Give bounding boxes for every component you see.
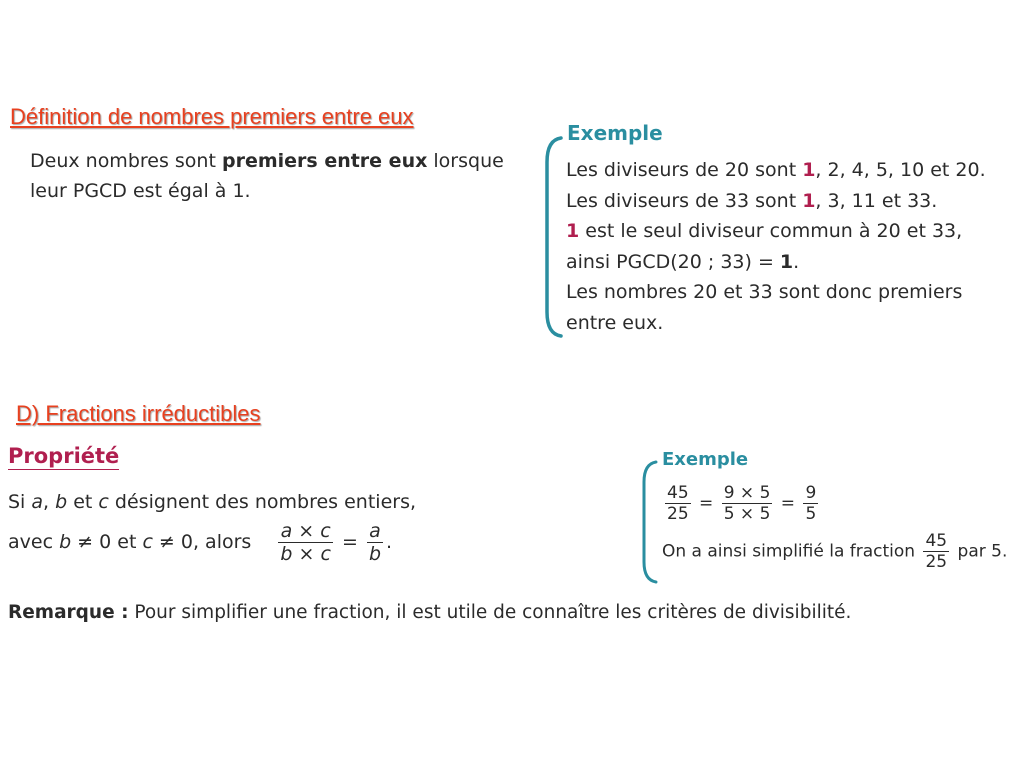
remark (8, 598, 851, 628)
definition-text (30, 146, 530, 206)
fraction-axc-bxc: $\frac{a \times c}{b \times c}$ (280, 520, 331, 565)
property-line1: Si a, b et c désignent des nombres entiers, (8, 491, 417, 513)
example1-title: Exemple (567, 121, 663, 145)
fraction-a-b: $\frac{a}{b}$ (368, 520, 382, 565)
fraction-9-5: $\frac{9}{5}$ (805, 483, 817, 524)
fraction-9x5-5x5: $\frac{9 \times 5}{5 \times 5}$ (723, 483, 771, 524)
definition-bold: premiers entre eux (221, 150, 428, 172)
fractions-heading: D) Fractions irréductibles (16, 401, 261, 426)
definition-heading: Définition de nombres premiers entre eux (10, 104, 414, 129)
property-line2: avec b ≠ 0 et c ≠ 0, alors $\frac{a \times c}{b \times c}$ = $\frac{a}{b}$ . (8, 520, 393, 565)
property-title: Propriété (8, 444, 120, 468)
example1-line3: 1 est le seul diviseur commun à 20 et 33, (566, 220, 963, 242)
remark-label: Remarque : (8, 602, 129, 623)
example1-line4: ainsi PGCD(20 ; 33) = 1. (566, 250, 800, 273)
definition-part1: Deux nombres sont (30, 150, 222, 172)
example2-equation: $\frac{45}{25}$ = $\frac{9 \times 5}{5 \times 5}$ = $\frac{9}{5}$ (667, 483, 817, 524)
example2-title: Exemple (662, 449, 749, 470)
example2-bracket (638, 458, 658, 586)
example1-body (566, 155, 986, 338)
fraction-45-25-inline: $\frac{45}{25}$ (925, 531, 948, 572)
example1-line6: entre eux. (566, 311, 664, 334)
fraction-45-25: $\frac{45}{25}$ (667, 483, 689, 524)
example1-line1: Les diviseurs de 20 sont 1, 2, 4, 5, 10 et 20. (566, 159, 986, 181)
example1-line5: Les nombres 20 et 33 sont donc premiers (566, 281, 963, 303)
example1-bracket (541, 134, 563, 340)
example1-line2: Les diviseurs de 33 sont 1, 3, 11 et 33. (566, 189, 938, 212)
example2-simplify: On a ainsi simplifié la fraction $\frac{45}{25}$ par 5. (662, 531, 1008, 572)
remark-text: Pour simplifier une fraction, il est utile de connaître les critères de divisibilité. (128, 602, 852, 623)
definition-part2: lorsque leur PGCD est égal à 1. (30, 150, 504, 202)
